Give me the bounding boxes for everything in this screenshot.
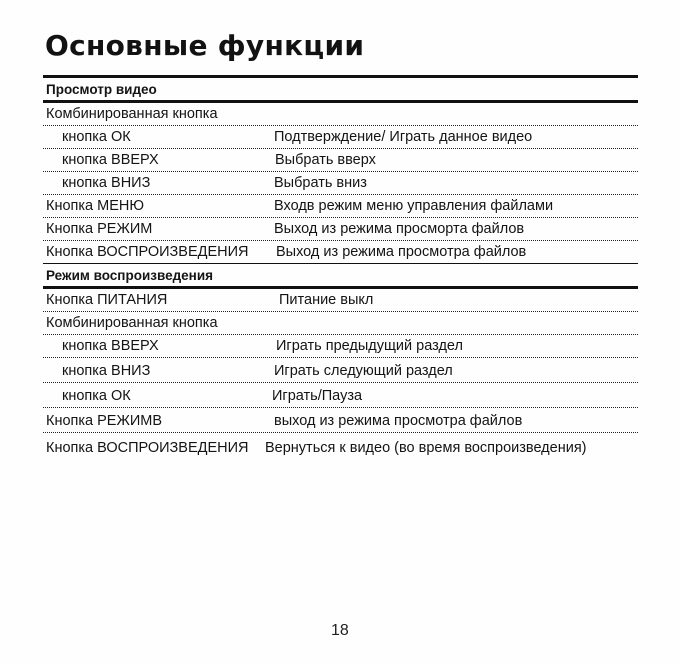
row-value: Вернуться к видео (во время воспроизведения): [265, 440, 587, 456]
row-key: Кнопка МЕНЮ: [46, 198, 144, 214]
row-value: Выбрать вверх: [275, 152, 376, 168]
section-heading-label: Режим воспроизведения: [46, 268, 213, 283]
table-row: [43, 172, 638, 195]
row-key: кнопка ВНИЗ: [62, 363, 151, 379]
row-key: Кнопка ВОСПРОИЗВЕДЕНИЯ: [46, 440, 249, 456]
row-value: Выход из режима просмотра файлов: [276, 244, 527, 260]
table-row: [43, 218, 638, 241]
table-row: [43, 241, 638, 264]
table-row: [43, 383, 638, 408]
row-key: кнопка ВНИЗ: [62, 175, 151, 191]
row-key: Комбинированная кнопка: [46, 106, 218, 122]
row-key: Кнопка РЕЖИМВ: [46, 413, 163, 429]
combo-button-row: [43, 312, 638, 335]
table-row: [43, 358, 638, 383]
row-value: Играть/Пауза: [272, 388, 363, 404]
row-key: Кнопка РЕЖИМ: [46, 221, 153, 237]
section-heading-playback: [43, 264, 638, 289]
row-key: Комбинированная кнопка: [46, 315, 218, 331]
table-row: [43, 149, 638, 172]
row-value: Играть следующий раздел: [274, 363, 453, 379]
row-key: кнопка ОК: [62, 388, 131, 404]
row-value: Питание выкл: [279, 292, 374, 308]
combo-button-row: [43, 103, 638, 126]
power-button-row: [43, 289, 638, 312]
row-value: Входв режим меню управления файлами: [274, 198, 554, 214]
page-title: Основные функции: [45, 29, 365, 62]
row-value: выход из режима просмотра файлов: [274, 413, 523, 429]
table-row: [43, 433, 638, 459]
section-heading-video-view: [43, 78, 638, 103]
row-value: Выбрать вниз: [274, 175, 367, 191]
table-row: [43, 408, 638, 433]
row-value: Выход из режима просморта файлов: [274, 221, 525, 237]
table-row: [43, 195, 638, 218]
row-key: кнопка ОК: [62, 129, 131, 145]
row-key: Кнопка ПИТАНИЯ: [46, 292, 168, 308]
row-value: Подтверждение/ Играть данное видео: [274, 129, 533, 145]
table-row: [43, 126, 638, 149]
row-key: кнопка ВВЕРХ: [62, 338, 159, 354]
row-key: Кнопка ВОСПРОИЗВЕДЕНИЯ: [46, 244, 249, 260]
page-number: 18: [331, 622, 349, 639]
functions-table: [43, 75, 638, 459]
section-heading-label: Просмотр видео: [46, 82, 157, 97]
row-value: Играть предыдущий раздел: [276, 338, 463, 354]
row-key: кнопка ВВЕРХ: [62, 152, 159, 168]
table-row: [43, 335, 638, 358]
